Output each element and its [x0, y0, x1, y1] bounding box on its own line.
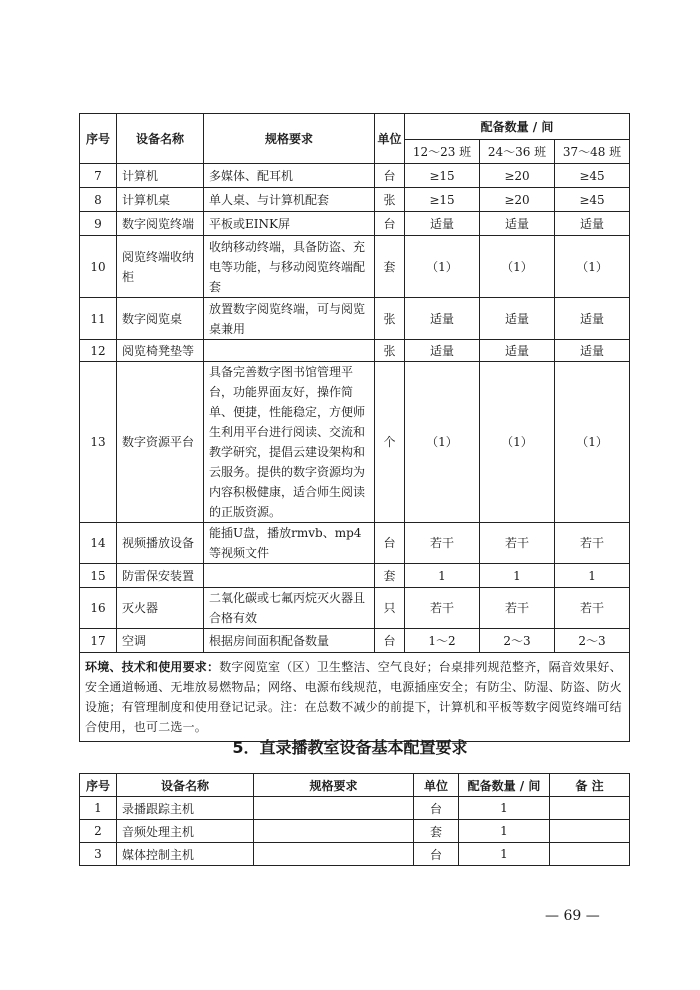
- row-number: 1: [80, 797, 117, 820]
- table-row: [80, 362, 630, 523]
- item-unit: 套: [375, 564, 405, 588]
- table-row: [80, 797, 630, 820]
- equipment-table-recording-classroom: [79, 773, 630, 866]
- qty-12-23: 1: [405, 564, 480, 588]
- table-row: [80, 843, 630, 866]
- header-unit: 单位: [375, 114, 405, 164]
- table-row: [80, 188, 630, 212]
- table-row: [80, 236, 630, 298]
- t2-header-spec: 规格要求: [254, 774, 414, 797]
- item-qty: 1: [459, 820, 550, 843]
- table-row: [80, 629, 630, 653]
- table-row: [80, 588, 630, 629]
- section-title: 5．直录播教室设备基本配置要求: [232, 738, 468, 757]
- qty-24-36: 适量: [480, 298, 555, 340]
- row-number: 17: [80, 629, 117, 653]
- table-row: [80, 164, 630, 188]
- item-name: 音频处理主机: [117, 820, 254, 843]
- item-unit: 套: [414, 820, 459, 843]
- row-number: 16: [80, 588, 117, 629]
- qty-12-23: 1～2: [405, 629, 480, 653]
- requirements-notes: [80, 653, 630, 742]
- qty-12-23: （1）: [405, 236, 480, 298]
- qty-24-36: 2～3: [480, 629, 555, 653]
- item-name: 空调: [117, 629, 204, 653]
- item-name: 防雷保安装置: [117, 564, 204, 588]
- item-unit: 台: [375, 212, 405, 236]
- item-qty: 1: [459, 797, 550, 820]
- row-number: 14: [80, 523, 117, 564]
- header-qty-12-23: 12～23 班: [405, 140, 480, 164]
- item-name: 阅览终端收纳柜: [117, 236, 204, 298]
- item-unit: 台: [375, 164, 405, 188]
- row-number: 13: [80, 362, 117, 523]
- qty-24-36: （1）: [480, 362, 555, 523]
- item-name: 灭火器: [117, 588, 204, 629]
- item-name: 数字阅览终端: [117, 212, 204, 236]
- header-name: 设备名称: [117, 114, 204, 164]
- item-name: 录播跟踪主机: [117, 797, 254, 820]
- header-qty-24-36: 24～36 班: [480, 140, 555, 164]
- t2-header-qty: 配备数量 / 间: [459, 774, 550, 797]
- qty-12-23: 若干: [405, 523, 480, 564]
- item-spec: 根据房间面积配备数量: [204, 629, 375, 653]
- item-spec: [254, 820, 414, 843]
- item-spec: [254, 843, 414, 866]
- qty-37-48: 若干: [555, 523, 630, 564]
- item-name: 数字阅览桌: [117, 298, 204, 340]
- row-number: 10: [80, 236, 117, 298]
- item-spec: [204, 564, 375, 588]
- qty-37-48: 2～3: [555, 629, 630, 653]
- table-row: [80, 298, 630, 340]
- item-spec: [204, 340, 375, 362]
- item-spec: 二氧化碳或七氟丙烷灭火器且合格有效: [204, 588, 375, 629]
- item-note: [550, 843, 630, 866]
- item-note: [550, 820, 630, 843]
- qty-37-48: 1: [555, 564, 630, 588]
- qty-37-48: 适量: [555, 340, 630, 362]
- qty-12-23: 若干: [405, 588, 480, 629]
- qty-24-36: 适量: [480, 340, 555, 362]
- header-qty-37-48: 37～48 班: [555, 140, 630, 164]
- equipment-table-digital-reading: [79, 113, 630, 742]
- item-unit: 台: [414, 843, 459, 866]
- item-spec: 多媒体、配耳机: [204, 164, 375, 188]
- t2-header-no: 序号: [80, 774, 117, 797]
- qty-37-48: （1）: [555, 362, 630, 523]
- item-unit: 只: [375, 588, 405, 629]
- qty-24-36: 若干: [480, 523, 555, 564]
- header-spec: 规格要求: [204, 114, 375, 164]
- qty-24-36: 适量: [480, 212, 555, 236]
- notes-label: 环境、技术和使用要求：: [85, 660, 220, 674]
- item-note: [550, 797, 630, 820]
- item-name: 阅览椅凳垫等: [117, 340, 204, 362]
- item-unit: 个: [375, 362, 405, 523]
- row-number: 2: [80, 820, 117, 843]
- qty-12-23: 适量: [405, 298, 480, 340]
- row-number: 15: [80, 564, 117, 588]
- row-number: 7: [80, 164, 117, 188]
- item-spec: 放置数字阅览终端，可与阅览桌兼用: [204, 298, 375, 340]
- t2-header-unit: 单位: [414, 774, 459, 797]
- qty-37-48: 适量: [555, 298, 630, 340]
- qty-12-23: （1）: [405, 362, 480, 523]
- item-unit: 套: [375, 236, 405, 298]
- item-unit: 张: [375, 340, 405, 362]
- item-qty: 1: [459, 843, 550, 866]
- row-number: 3: [80, 843, 117, 866]
- notes-text: 数字阅览室（区）卫生整洁、空气良好；台桌排列规范整齐，隔音效果好、安全通道畅通、无堆放易燃物品；网络、电源布线规范，电源插座安全；有防尘、防湿、防盗、防火设施；有管理制度和使用登记记录。注：在总数不减少的前提下，计算机和平板等数字阅览终端可结合使用，也可二选一。: [85, 660, 622, 734]
- qty-12-23: 适量: [405, 212, 480, 236]
- qty-37-48: ≥45: [555, 164, 630, 188]
- qty-12-23: ≥15: [405, 164, 480, 188]
- item-name: 视频播放设备: [117, 523, 204, 564]
- table-row: [80, 564, 630, 588]
- t2-header-name: 设备名称: [117, 774, 254, 797]
- item-name: 计算机: [117, 164, 204, 188]
- item-spec: 单人桌、与计算机配套: [204, 188, 375, 212]
- item-spec: 具备完善数字图书馆管理平台，功能界面友好，操作简单、便捷，性能稳定，方便师生利用平台进行阅读、交流和教学研究，提倡云建设架构和云服务。提供的数字资源均为内容积极健康，适合师生阅读的正版资源。: [204, 362, 375, 523]
- table-row: [80, 820, 630, 843]
- item-name: 计算机桌: [117, 188, 204, 212]
- table-row: [80, 212, 630, 236]
- header-no: 序号: [80, 114, 117, 164]
- qty-37-48: ≥45: [555, 188, 630, 212]
- table-row: [80, 340, 630, 362]
- qty-37-48: 适量: [555, 212, 630, 236]
- qty-12-23: ≥15: [405, 188, 480, 212]
- t2-header-note: 备 注: [550, 774, 630, 797]
- qty-12-23: 适量: [405, 340, 480, 362]
- qty-37-48: 若干: [555, 588, 630, 629]
- qty-24-36: ≥20: [480, 188, 555, 212]
- qty-24-36: ≥20: [480, 164, 555, 188]
- qty-24-36: 1: [480, 564, 555, 588]
- row-number: 9: [80, 212, 117, 236]
- row-number: 12: [80, 340, 117, 362]
- item-unit: 张: [375, 298, 405, 340]
- item-unit: 张: [375, 188, 405, 212]
- row-number: 8: [80, 188, 117, 212]
- item-unit: 台: [414, 797, 459, 820]
- table-row: [80, 523, 630, 564]
- item-spec: [254, 797, 414, 820]
- item-unit: 台: [375, 629, 405, 653]
- item-unit: 台: [375, 523, 405, 564]
- qty-37-48: （1）: [555, 236, 630, 298]
- item-spec: 收纳移动终端，具备防盗、充电等功能，与移动阅览终端配套: [204, 236, 375, 298]
- qty-24-36: （1）: [480, 236, 555, 298]
- item-spec: 平板或EINK屏: [204, 212, 375, 236]
- item-spec: 能插U盘，播放rmvb、mp4等视频文件: [204, 523, 375, 564]
- header-qty: 配备数量 / 间: [405, 114, 630, 140]
- item-name: 数字资源平台: [117, 362, 204, 523]
- page-number: — 69 —: [545, 908, 600, 924]
- row-number: 11: [80, 298, 117, 340]
- item-name: 媒体控制主机: [117, 843, 254, 866]
- qty-24-36: 若干: [480, 588, 555, 629]
